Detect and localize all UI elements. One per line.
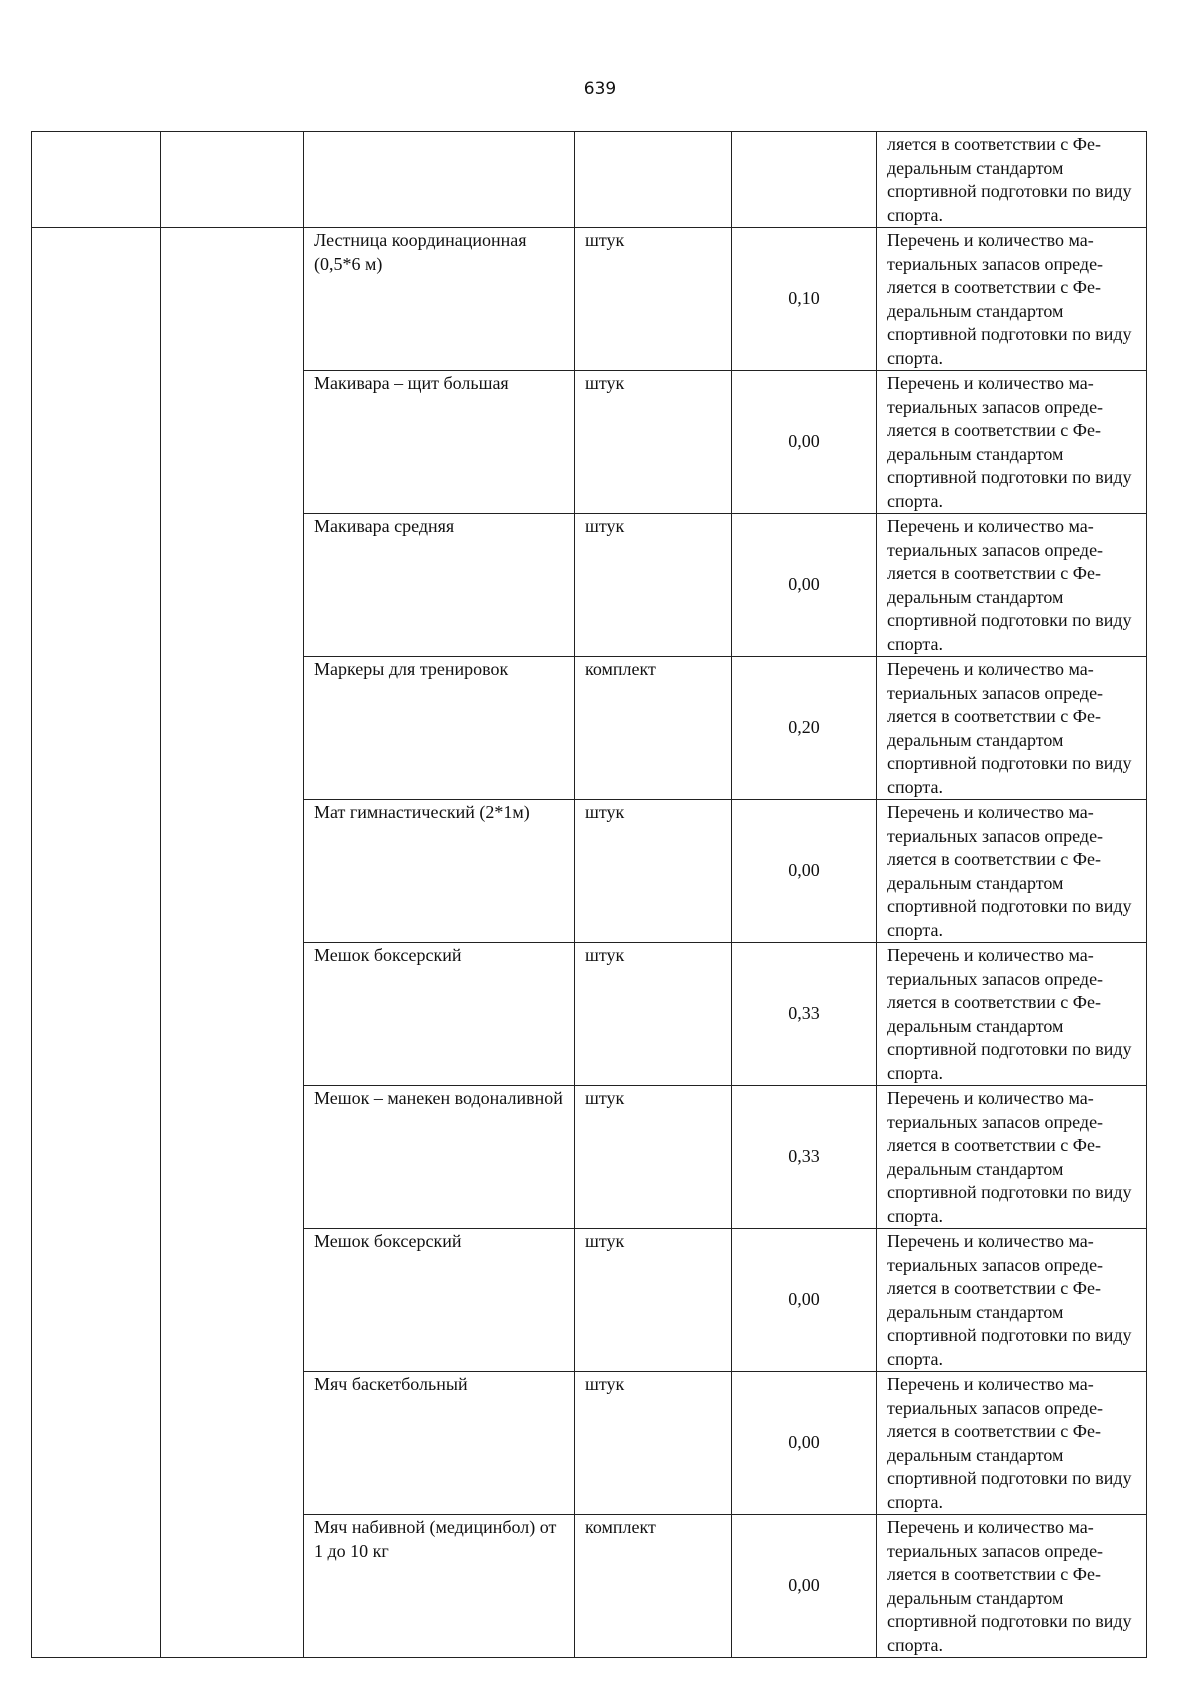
item-name-cell: Мешок боксерский xyxy=(304,1229,575,1372)
quantity-cell: 0,33 xyxy=(732,1086,877,1229)
quantity-cell: 0,20 xyxy=(732,657,877,800)
unit-cell: комплект xyxy=(575,1515,732,1658)
quantity-cell: 0,00 xyxy=(732,371,877,514)
note-cell: Перечень и количество ма-териальных запасов опреде-ляется в соответствии с Фе-деральным стандартом спортивной подготовки по виду спорта. xyxy=(877,514,1147,657)
unit-cell xyxy=(575,132,732,228)
table-row-continued xyxy=(32,132,1147,228)
page-number: 639 xyxy=(583,79,617,99)
empty-cell xyxy=(32,228,161,1658)
unit-cell: штук xyxy=(575,1229,732,1372)
item-name-cell xyxy=(304,132,575,228)
note-cell: Перечень и количество ма-териальных запасов опреде-ляется в соответствии с Фе-деральным стандартом спортивной подготовки по виду спорта. xyxy=(877,371,1147,514)
quantity-cell: 0,10 xyxy=(732,228,877,371)
empty-cell xyxy=(161,228,304,1658)
item-name-cell: Мяч баскетбольный xyxy=(304,1372,575,1515)
item-name-cell: Мяч набивной (медицинбол) от 1 до 10 кг xyxy=(304,1515,575,1658)
item-name-cell: Макивара средняя xyxy=(304,514,575,657)
unit-cell: штук xyxy=(575,800,732,943)
unit-cell: штук xyxy=(575,943,732,1086)
note-cell: Перечень и количество ма-териальных запасов опреде-ляется в соответствии с Фе-деральным стандартом спортивной подготовки по виду спорта. xyxy=(877,657,1147,800)
quantity-cell: 0,00 xyxy=(732,514,877,657)
empty-cell xyxy=(161,132,304,228)
note-cell: Перечень и количество ма-териальных запасов опреде-ляется в соответствии с Фе-деральным стандартом спортивной подготовки по виду спорта. xyxy=(877,1086,1147,1229)
note-cell: Перечень и количество ма-териальных запасов опреде-ляется в соответствии с Фе-деральным стандартом спортивной подготовки по виду спорта. xyxy=(877,943,1147,1086)
table-row xyxy=(32,228,1147,371)
materials-table xyxy=(31,131,1147,1658)
quantity-cell: 0,00 xyxy=(732,1515,877,1658)
note-cell: Перечень и количество ма-териальных запасов опреде-ляется в соответствии с Фе-деральным стандартом спортивной подготовки по виду спорта. xyxy=(877,800,1147,943)
note-cell: Перечень и количество ма-териальных запасов опреде-ляется в соответствии с Фе-деральным стандартом спортивной подготовки по виду спорта. xyxy=(877,1515,1147,1658)
unit-cell: штук xyxy=(575,514,732,657)
quantity-cell: 0,00 xyxy=(732,1229,877,1372)
item-name-cell: Мат гимнастический (2*1м) xyxy=(304,800,575,943)
quantity-cell xyxy=(732,132,877,228)
note-cell: Перечень и количество ма-териальных запасов опреде-ляется в соответствии с Фе-деральным стандартом спортивной подготовки по виду спорта. xyxy=(877,1229,1147,1372)
unit-cell: штук xyxy=(575,1372,732,1515)
unit-cell: штук xyxy=(575,1086,732,1229)
note-cell: Перечень и количество ма-териальных запасов опреде-ляется в соответствии с Фе-деральным стандартом спортивной подготовки по виду спорта. xyxy=(877,228,1147,371)
item-name-cell: Мешок боксерский xyxy=(304,943,575,1086)
quantity-cell: 0,33 xyxy=(732,943,877,1086)
item-name-cell: Лестница координационная (0,5*6 м) xyxy=(304,228,575,371)
quantity-cell: 0,00 xyxy=(732,800,877,943)
unit-cell: штук xyxy=(575,371,732,514)
unit-cell: штук xyxy=(575,228,732,371)
quantity-cell: 0,00 xyxy=(732,1372,877,1515)
item-name-cell: Мешок – манекен водоналивной xyxy=(304,1086,575,1229)
item-name-cell: Макивара – щит большая xyxy=(304,371,575,514)
empty-cell xyxy=(32,132,161,228)
note-cell: Перечень и количество ма-териальных запасов опреде-ляется в соответствии с Фе-деральным стандартом спортивной подготовки по виду спорта. xyxy=(877,1372,1147,1515)
unit-cell: комплект xyxy=(575,657,732,800)
item-name-cell: Маркеры для тренировок xyxy=(304,657,575,800)
note-cell: ляется в соответствии с Фе-деральным стандартом спортивной подготовки по виду спорта. xyxy=(877,132,1147,228)
